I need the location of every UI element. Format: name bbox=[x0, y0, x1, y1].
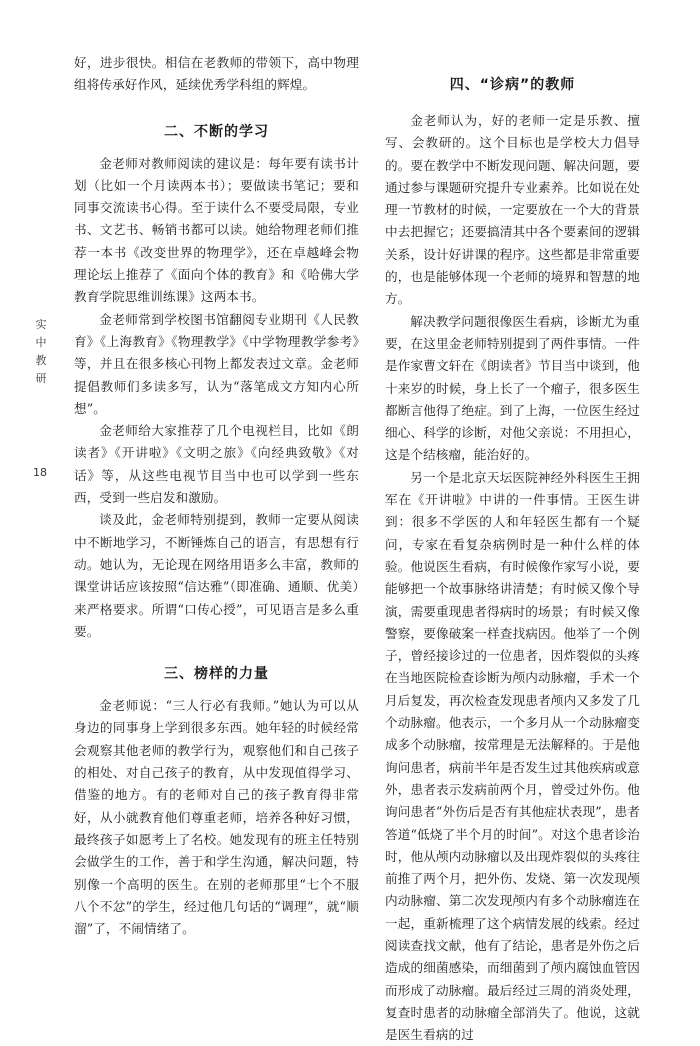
paragraph: 金老师说：“三人行必有我师。”她认为可以从身边的同事身上学到很多东西。她年轻的时候经常会观察其他老师的教学行为，观察他们和自己孩子的相处、对自己孩子的教育，从中发现值得学习、借鉴的地方。有的老师对自己的孩子教育得非常好，从小就教育他们尊重老师，培养各种好习惯，最终孩子如愿考上了名校。她发现有的班主任特别会做学生的工作，善于和学生沟通，解决问题，特别像一个高明的医生。在别的老师那里“七个不服八个不忿”的学生，经过他几句话的“调理”，就“顺溜”了，不闹情绪了。 bbox=[74, 698, 359, 937]
journal-name-vertical bbox=[33, 316, 49, 388]
page-number: 18 bbox=[33, 466, 47, 479]
section-heading: 二、不断的学习 bbox=[164, 123, 269, 140]
paragraph: 金老师对教师阅读的建议是：每年要有读书计划（比如一个月读两本书）；要做读书笔记；要和同事交流读书心得。至于读什么不要受局限，专业书、文艺书、畅销书都可以读。她给物理老师们推荐一本书《改变世界的物理学》，还在卓越峰会物理论坛上推荐了《面向个体的教育》和《哈佛大学教育学院思维训练课》这两本书。 bbox=[74, 155, 359, 305]
journal-char: 教 bbox=[35, 354, 47, 367]
paragraph: 好，进步很快。相信在老教师的带领下，高中物理组将传承好作风，延续优秀学科组的辉煌。 bbox=[74, 55, 359, 93]
paragraph: 金老师给大家推荐了几个电视栏目，比如《朗读者》《开讲啦》《文明之旅》《向经典致敬》《对话》等，从这些电视节目当中也可以学到一些东西，受到一些启发和激励。 bbox=[74, 423, 359, 506]
left-column bbox=[74, 52, 359, 940]
section-heading: 四、“诊病”的教师 bbox=[449, 77, 576, 93]
paragraph: 金老师认为，好的老师一定是乐教、擅写、会教研的。这个目标也是学校大力倡导的。要在教学中不断发现问题、解决问题，要通过参与课题研究提升专业素养。比如说在处理一节教材的时候，一定要放在一个大的背景中去把握它；还要搞清其中各个要素间的逻辑关系，设计好讲课的程序。这些都是非常重要的，也是能够体现一个老师的境界和智慧的地方。 bbox=[385, 113, 640, 307]
paragraph: 另一个是北京天坛医院神经外科医生王拥军在《开讲啦》中讲的一件事情。王医生讲到：很多不学医的人和年轻医生都有一个疑问，专家在看复杂病例时是一种什么样的体验。他说医生看病，有时候像作家写小说，要能够把一个故事脉络讲清楚；有时候又像个导演，需要重现患者得病时的场景；有时候又像警察，要像破案一样查找病因。他举了一个例子，曾经接诊过的一位患者，因炸裂似的头疼在当地医院检查诊断为颅内动脉瘤，手术一个月后复发，再次检查发现患者颅内又多发了几个动脉瘤。他表示，一个多月从一个动脉瘤变成多个动脉瘤，按常理是无法解释的。于是他询问患者，病前半年是否发生过其他疾病或意外，患者表示发病前两个月，曾受过外伤。他询问患者“外伤后是否有其他症状表现”，患者答道“低烧了半个月的时间”。对这个患者诊治时，他从颅内动脉瘤以及出现炸裂似的头疼往前推了两个月，把外伤、发烧、第一次发现颅内动脉瘤、第二次发现颅内有多个动脉瘤连在一起，重新梳理了这个病情发展的线索。经过阅读查找文献，他有了结论，患者是外伤之后造成的细菌感染，而细菌到了颅内腐蚀血管因而形成了动脉瘤。最后经过三周的消炎处理，复查时患者的动脉瘤全部消失了。他说，这就是医生看病的过 bbox=[385, 469, 640, 1043]
paragraph: 金老师常到学校图书馆翻阅专业期刊《人民教育》《上海教育》《物理教学》《中学物理教学参考》等，并且在很多核心刊物上都发表过文章。金老师提倡教师们多读多写，认为“落笔成文方知内心所想”。 bbox=[74, 311, 359, 416]
journal-char: 实 bbox=[35, 318, 47, 331]
journal-char: 研 bbox=[35, 372, 47, 385]
paragraph: 谈及此，金老师特别提到，教师一定要从阅读中不断地学习，不断锤炼自己的语言，有思想有行动。她认为，无论现在网络用语多么丰富，教师的课堂讲话应该按照“信达雅”（即准确、通顺、优美）来严格要求。所谓“口传心授”，可见语言是多么重要。 bbox=[74, 512, 359, 639]
right-column bbox=[385, 52, 640, 1046]
section-heading: 三、榜样的力量 bbox=[164, 666, 269, 683]
paragraph: 解决教学问题很像医生看病，诊断尤为重要，在这里金老师特别提到了两件事情。一件是作家曹文轩在《朗读者》节目当中谈到，他十来岁的时候，身上长了一个瘤子，很多医生都断言他得了绝症。到了上海，一位医生经过细心、科学的诊断，对他父亲说：不用担心，这是个结核瘤，能治好的。 bbox=[385, 313, 640, 463]
journal-char: 中 bbox=[35, 336, 47, 349]
